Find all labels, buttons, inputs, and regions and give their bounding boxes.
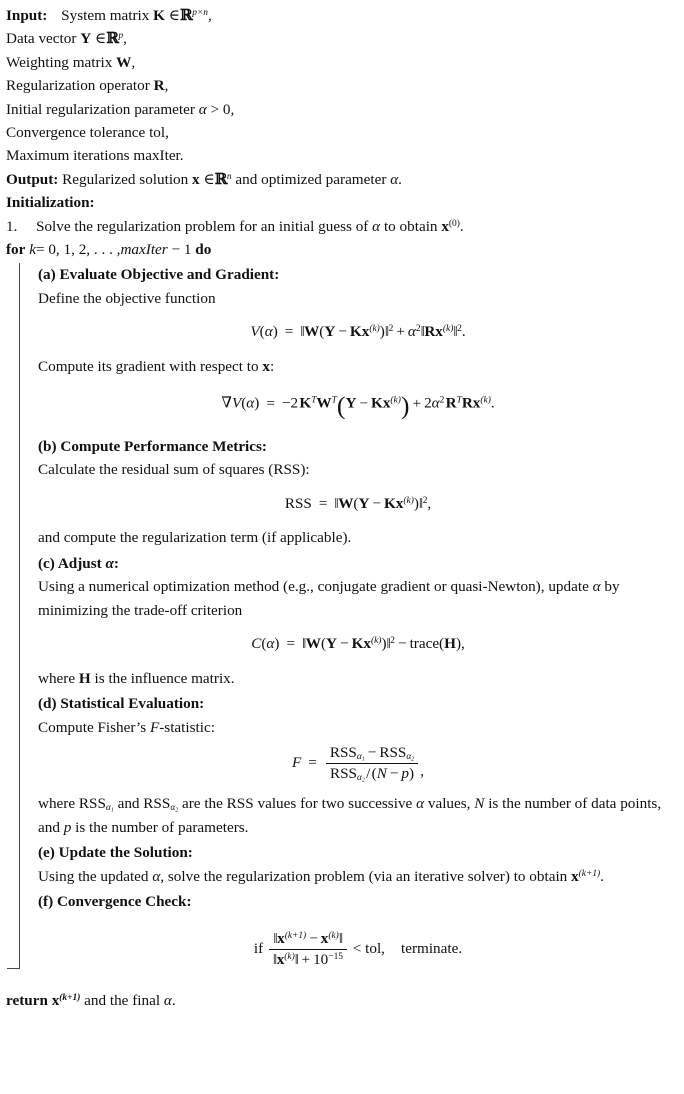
sup-p: p [118,31,124,42]
step-b-text-1: Calculate the residual sum of squares (RSS): [38,461,310,479]
init-item-1 [6,215,678,238]
return-keyword: return [6,991,48,1009]
output-line [6,168,678,191]
step-e-title: (e) Update the Solution: [38,844,193,862]
step-c-title: (c) Adjust α: [38,554,119,572]
loop-range: 0, 1, 2, . . . , [48,241,121,259]
init-item-text: Solve the regularization problem for an initial guess of α to obtain $x^{(0)}$. [36,217,464,235]
step-f-title: (f) Convergence Check: [38,892,192,910]
for-loop-body [19,263,678,968]
output-text-after: and optimized parameter α. [235,170,402,188]
loop-minus-one: − 1 [171,241,192,259]
greater-than-zero: > 0, [210,100,235,118]
input-text-matrix: System matrix [61,7,150,24]
input-text-initalpha: Initial regularization parameter [6,100,195,118]
step-d-text-2: where $RSS_{\alpha_1}$ and $RSS_{\alpha_2}$ are the RSS values for two successive α values, N is the number of data points, and p is the number of parameters. [38,795,662,836]
input-line-4: Regularization operator R, [6,77,169,95]
symbol-x: x [192,170,200,188]
objective-function-equation: V(α) = ‖W(Y − $Kx^{(k)})‖^2$ + $\alpha^2‖Rx^{(k)}‖^2$. [250,323,466,341]
element-of-icon: ∈ [94,30,107,48]
element-of-icon: ∈ [168,7,181,24]
step-b-text-2: and compute the regularization term (if applicable). [38,529,352,547]
output-label: Output: [6,170,59,188]
terminate-text: terminate. [400,940,463,958]
step-a-text-2: Compute its gradient with respect to x: [38,358,275,375]
symbol-K: K [153,7,165,24]
step-d-title: (d) Statistical Evaluation: [38,695,205,713]
loop-rule-foot [7,968,20,969]
step-e-text-1: Using the updated α, solve the regularization problem (via an iterative solver) to obtain $x^{(k+1)}$. [38,867,604,885]
input-line-2: Data vector Y ∈ℝ$^p$, [6,29,127,48]
output-text-before: Regularized solution [62,170,189,188]
sup-pxn: p×n [192,8,209,19]
input-text-maxiter: Maximum iterations maxIter. [6,147,184,165]
real-set-icon: ℝ [214,169,227,188]
loop-maxiter: maxIter [120,241,168,259]
symbol-W: W [116,53,132,71]
input-text-data-vector: Data vector [6,30,77,48]
input-line-1: Input: System matrix K ∈ℝ$^{p\times n}$, [6,6,212,24]
input-line-5 [6,98,678,121]
input-line-3: Weighting matrix W, [6,53,136,71]
if-keyword: if [253,940,264,958]
step-b-title: (b) Compute Performance Metrics: [38,437,267,455]
for-loop-header [6,238,678,261]
for-keyword: for [6,241,26,259]
rss-equation: RSS = ‖W(Y − $Kx^{(k)})‖^2$, [284,494,432,512]
gradient-equation: ∇V(α) = −2 $K^TW^T(Y - Kx^{(k)}) + 2\alpha^2$ $R^TRx^{(k)}$. [221,391,495,421]
input-line-7 [6,144,678,167]
initialization-label: Initialization: [6,194,95,212]
comparison-tol: < tol, [352,940,385,958]
symbol-R: R [153,77,165,95]
input-text-tol: Convergence tolerance tol, [6,124,169,142]
loop-equals: = [35,241,45,259]
real-set-icon: ℝ [180,6,193,24]
loop-iterator: k [29,241,36,259]
input-text-regop: Regularization operator [6,77,150,95]
init-item-number: 1. [6,217,18,235]
sup-n: n [226,171,232,182]
step-a-title: (a) Evaluate Objective and Gradient: [38,266,280,284]
step-d-text-1: Compute Fisher’s F-statistic: [38,718,215,736]
convergence-criterion-equation: if $\frac{‖x^{(k+1)} - x^{(k)}‖}{‖x^{(k)}‖ + 10^{-15}}$ < tol, terminate. [253,930,463,969]
return-statement: return $x^{(k+1)}$ and the final α. [6,991,176,1009]
step-c-text-2: where H is the influence matrix. [38,669,235,687]
real-set-icon: ℝ [106,29,119,48]
do-keyword: do [195,241,212,259]
step-a-text-1: Define the objective function [38,289,216,307]
tradeoff-criterion-equation: C(α) = ‖W(Y − $Kx^{(k)})‖^2$ − trace(H), [251,634,465,652]
symbol-Y: Y [80,30,92,48]
element-of-icon: ∈ [203,170,215,188]
input-line-6 [6,121,678,144]
input-label: Input: [6,7,48,24]
f-statistic-equation: F = $\frac{RSS_{\alpha_1} - RSS_{\alpha_2}}{RSS_{\alpha_2} / (N - p)}$ , [291,743,424,783]
symbol-alpha: α [198,100,207,118]
input-text-weighting: Weighting matrix [6,53,113,71]
step-c-text-1: Using a numerical optimization method (e.g., conjugate gradient or quasi-Newton), update α by minimizing the trade-off criterion [38,578,620,619]
